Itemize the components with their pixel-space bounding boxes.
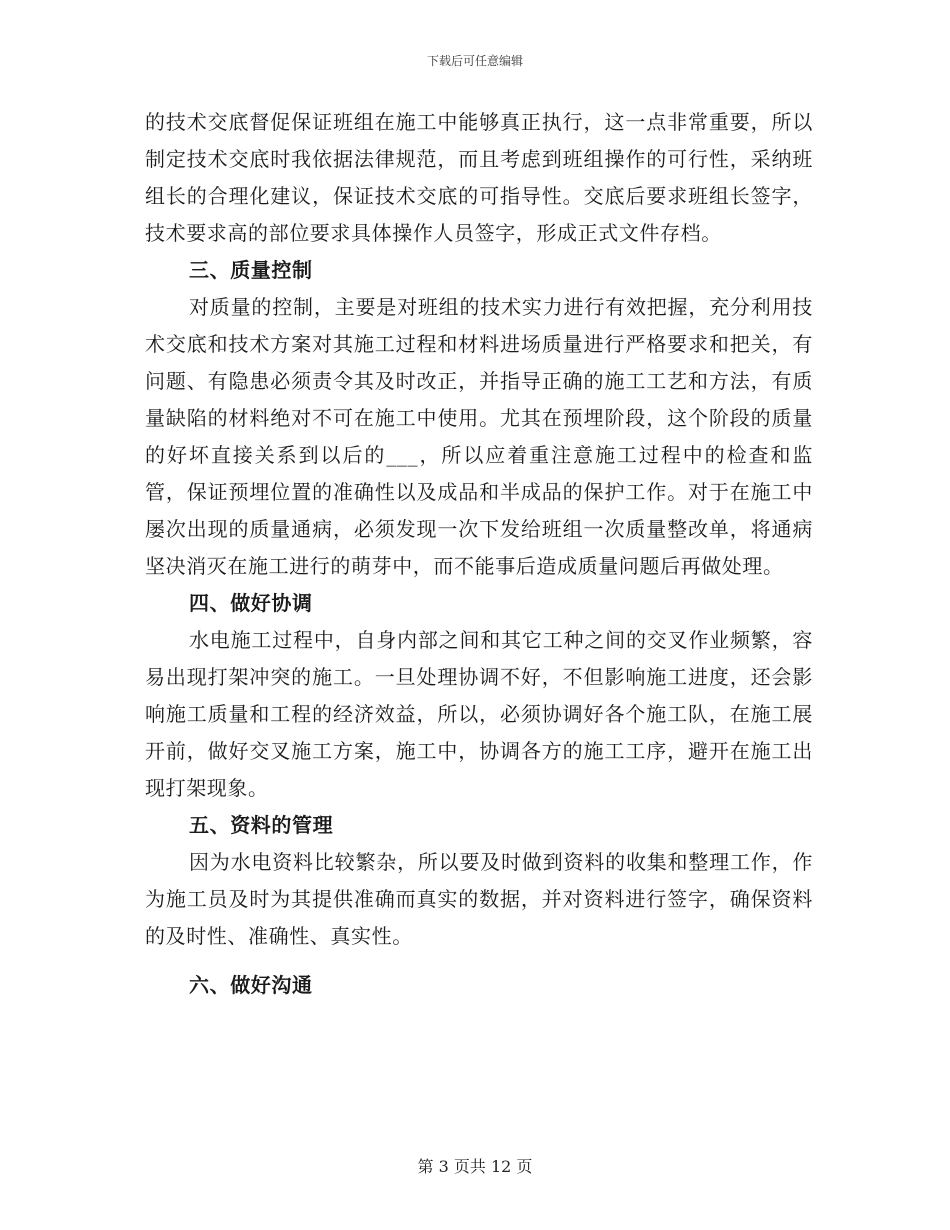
page-header: 下载后可任意编辑 [426, 54, 523, 68]
page-footer: 第 3 页共 12 页 [417, 1157, 533, 1176]
heading-communication: 六、做好沟通 [189, 973, 313, 997]
heading-document-management: 五、资料的管理 [189, 813, 334, 837]
paragraph-quality-control: 对质量的控制，主要是对班组的技术实力进行有效把握，充分利用技术交底和技术方案对其施工过程和材料进场质量进行严格要求和把关，有问题、有隐患必须责令其及时改正，并指导正确的施工工艺和方法，有质量缺陷的材料绝对不可在施工中使用。尤其在预埋阶段，这个阶段的质量的好坏直接关系到以后的___，所以应着重注意施工过程中的检查和监管，保证预埋位置的准确性以及成品和半成品的保护工作。对于在施工中屡次出现的质量通病，必须发现一次下发给班组一次质量整改单，将通病坚决消灭在施工进行的萌芽中，而不能事后造成质量问题后再做处理。 [145, 295, 813, 578]
paragraph-technical-briefing: 的技术交底督促保证班组在施工中能够真正执行，这一点非常重要，所以制定技术交底时我依据法律规范，而且考虑到班组操作的可行性，采纳班组长的合理化建议，保证技术交底的可指导性。交底后要求班组长签字，技术要求高的部位要求具体操作人员签字，形成正式文件存档。 [145, 110, 813, 245]
heading-coordination: 四、做好协调 [189, 591, 313, 615]
paragraph-document-management: 因为水电资料比较繁杂，所以要及时做到资料的收集和整理工作，作为施工员及时为其提供准确而真实的数据，并对资料进行签字，确保资料的及时性、准确性、真实性。 [145, 850, 813, 948]
heading-quality-control: 三、质量控制 [189, 258, 313, 282]
paragraph-coordination: 水电施工过程中，自身内部之间和其它工种之间的交叉作业频繁，容易出现打架冲突的施工。一旦处理协调不好，不但影响施工进度，还会影响施工质量和工程的经济效益，所以，必须协调好各个施工队，在施工展开前，做好交叉施工方案，施工中，协调各方的施工工序，避开在施工出现打架现象。 [145, 628, 813, 800]
document-body [145, 104, 813, 1004]
